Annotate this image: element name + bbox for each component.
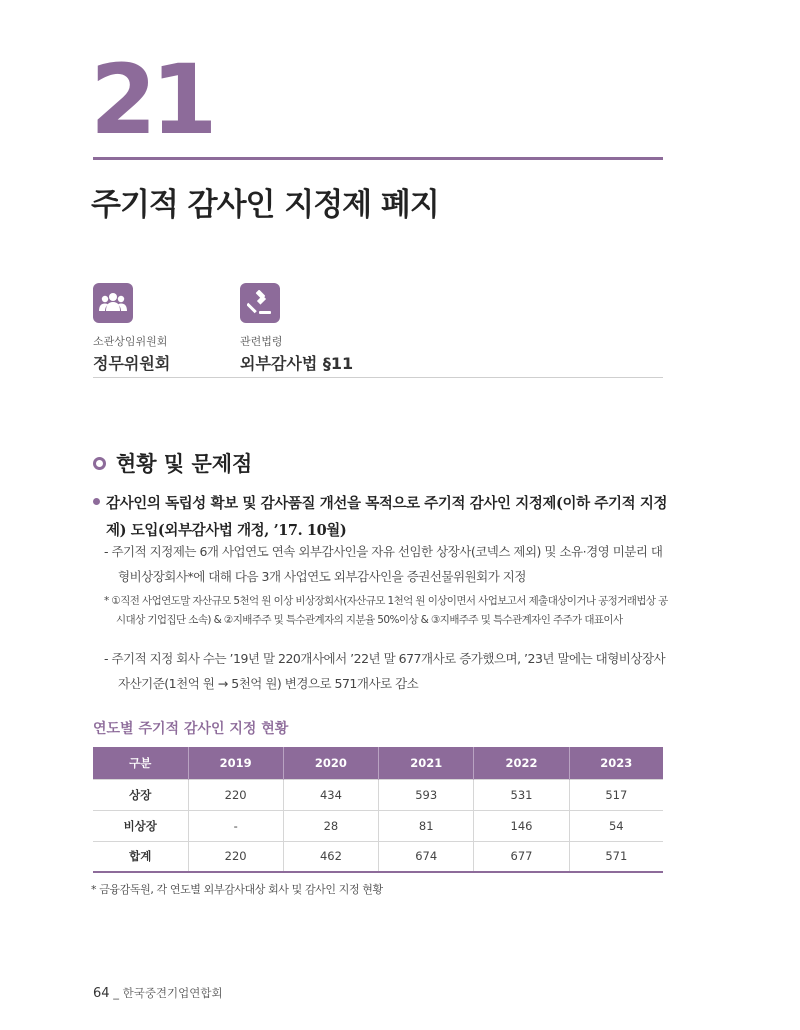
law-label: 관련법령 [240,335,283,348]
table-cell: 674 [379,841,474,872]
table-header-cell: 2021 [379,747,474,779]
law-info [240,283,353,374]
bullet-icon [93,498,100,505]
people-group-icon [93,283,133,323]
table-row [93,841,663,872]
table-row-label: 상장 [93,779,188,810]
table-cell: 593 [379,779,474,810]
table-cell: 81 [379,810,474,841]
page-number: 64 [93,986,110,1001]
table-cell: 434 [283,779,378,810]
table-cell: 462 [283,841,378,872]
table-cell: 571 [569,841,663,872]
committee-info [93,283,170,374]
table-cell: - [188,810,283,841]
table-cell: 531 [474,779,569,810]
table-source: * 금융감독원, 각 연도별 외부감사대상 회사 및 감사인 지정 현황 [91,883,383,896]
table-row-label: 비상장 [93,810,188,841]
table-cell: 220 [188,841,283,872]
gavel-icon [240,283,280,323]
main-point-text: 감사인의 독립성 확보 및 감사품질 개선을 목적으로 주기적 감사인 지정제(이하 주기적 지정제) 도입(외부감사법 개정, ’17. 10월) [106,495,668,539]
section-title: 현황 및 문제점 [116,452,253,476]
designation-table [93,747,663,873]
table-row [93,810,663,841]
info-divider [93,377,663,378]
footer-separator: _ [113,986,119,1000]
committee-value: 정무위원회 [93,354,171,373]
law-value: 외부감사법 §11 [240,354,354,373]
table-header-cell: 2023 [569,747,663,779]
chapter-number: 21 [90,44,212,156]
table-header-row [93,747,663,779]
section-heading [93,448,252,478]
footnote-large-unlisted-company: * ①직전 사업연도말 자산규모 5천억 원 이상 비상장회사(자산규모 1천억 원 이상이면서 사업보고서 제출대상이거나 공정거래법상 공시대상 기업집단 소속) & ②지배주주 및 특수관계자의 지분율 50%이상 & ③지배주주 및 특수관계자인 주주가 대표이사 [104,595,668,626]
committee-label: 소관상임위원회 [93,335,168,348]
table-cell: 146 [474,810,569,841]
chapter-divider [93,157,663,160]
chapter-title: 주기적 감사인 지정제 폐지 [91,187,439,223]
table-cell: 677 [474,841,569,872]
table-header-cell: 2019 [188,747,283,779]
page-footer [93,985,223,1001]
table-title: 연도별 주기적 감사인 지정 현황 [93,721,289,737]
table-cell: 220 [188,779,283,810]
sub-point-1: - 주기적 지정제는 6개 사업연도 연속 외부감사인을 자유 선임한 상장사(코넥스 제외) 및 소유·경영 미분리 대형비상장회사*에 대해 다음 3개 사업연도 외부감사인을 증권선물위원회가 지정 [104,544,663,584]
table-cell: 28 [283,810,378,841]
table-header-cell: 구분 [93,747,188,779]
main-point [93,490,668,544]
table-row [93,779,663,810]
footer-org: 한국중견기업연합회 [122,986,223,1000]
table-header-cell: 2022 [474,747,569,779]
table-row-label: 합계 [93,841,188,872]
table-cell: 54 [569,810,663,841]
section-bullet-icon [93,457,106,470]
sub-point-2: - 주기적 지정 회사 수는 ’19년 말 220개사에서 ’22년 말 677개사로 증가했으며, ’23년 말에는 대형비상장사 자산기준(1천억 원 → 5천억 원) 변경으로 571개사로 감소 [104,651,666,691]
table-cell: 517 [569,779,663,810]
table-header-cell: 2020 [283,747,378,779]
